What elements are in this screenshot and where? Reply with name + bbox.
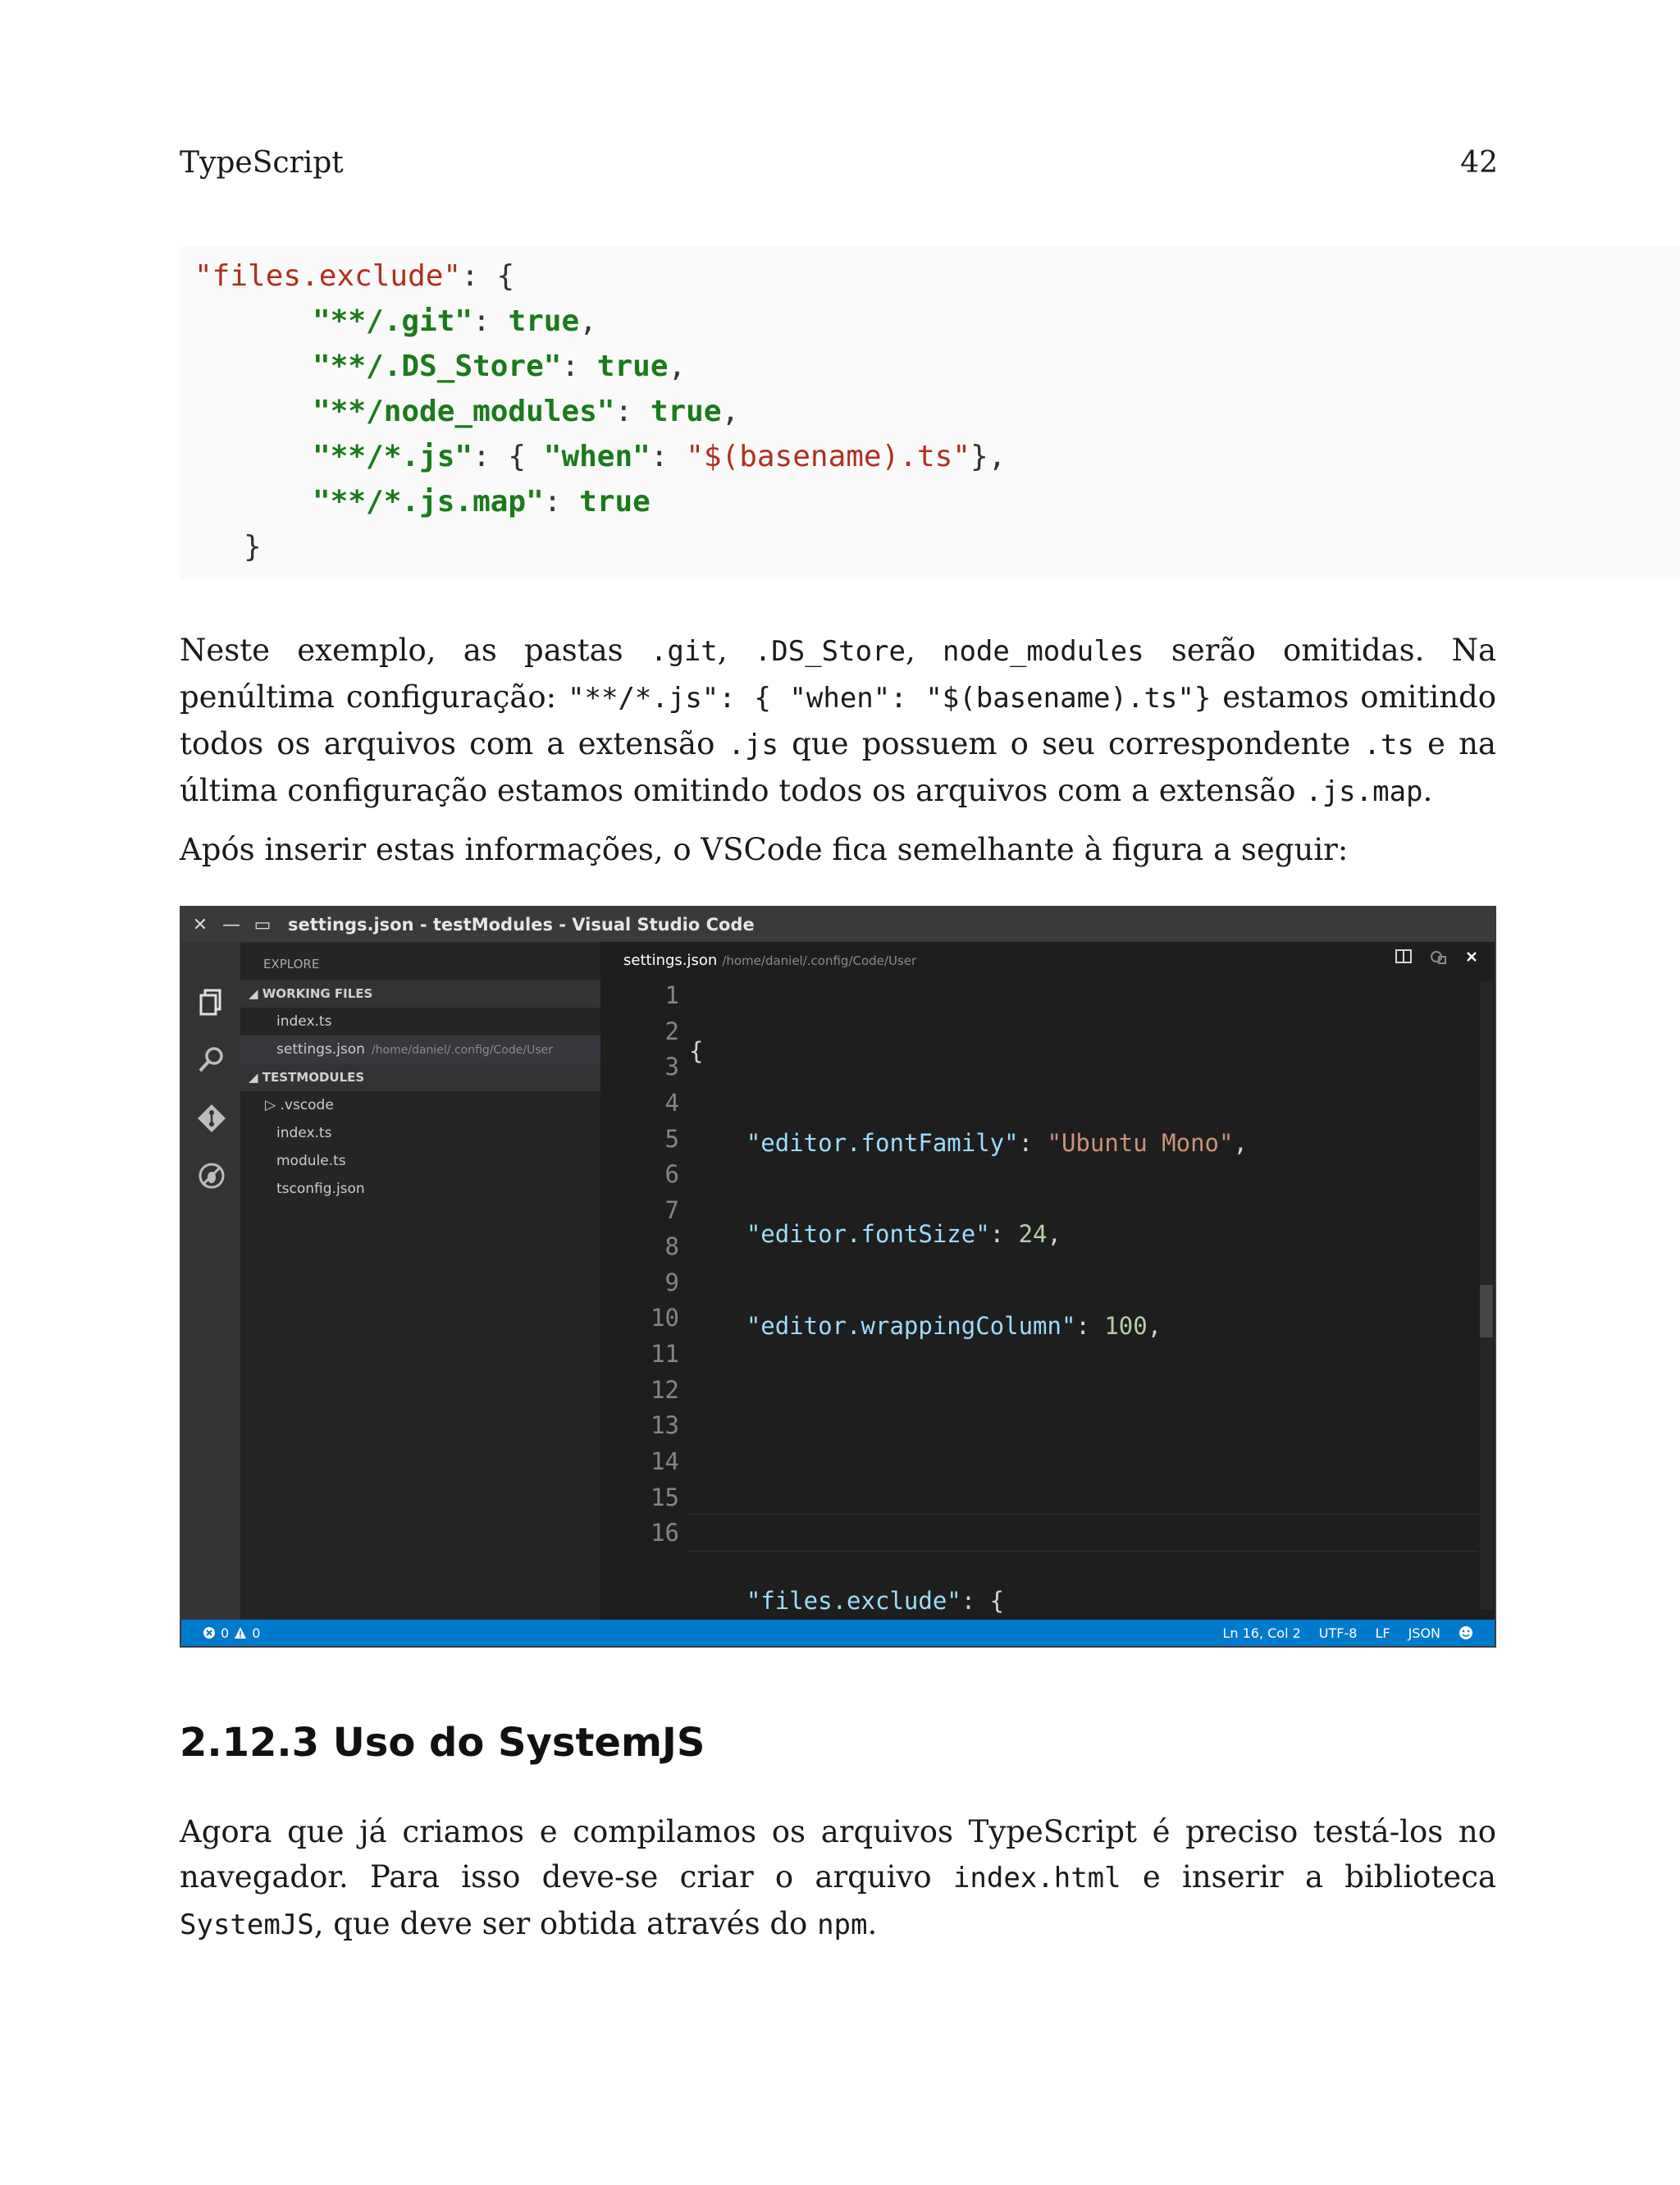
code-line-7: } bbox=[244, 530, 262, 564]
section-heading: 2.12.3 Uso do SystemJS bbox=[180, 1720, 705, 1766]
code-punc: , bbox=[721, 395, 740, 428]
file-index-ts[interactable]: index.ts bbox=[276, 1125, 332, 1141]
problems-indicator[interactable] bbox=[203, 1625, 260, 1641]
folder-vscode[interactable] bbox=[240, 1091, 600, 1119]
code-line-5 bbox=[313, 434, 1006, 479]
punc: : bbox=[1018, 1128, 1048, 1157]
json-key: "editor.fontSize" bbox=[746, 1220, 990, 1249]
file-label: settings.json bbox=[276, 1041, 365, 1058]
code-value: true bbox=[596, 350, 669, 383]
line-number: 3 bbox=[664, 1053, 679, 1081]
maximize-window-button[interactable]: ▭ bbox=[253, 914, 272, 935]
json-key: "files.exclude" bbox=[746, 1587, 961, 1616]
close-icon[interactable] bbox=[1463, 949, 1480, 965]
error-icon bbox=[203, 1626, 216, 1639]
line-number: 11 bbox=[651, 1339, 679, 1368]
working-files-section[interactable] bbox=[240, 980, 600, 1008]
editor-tab-bar bbox=[600, 942, 1495, 978]
code-line bbox=[689, 1217, 1470, 1253]
text: . bbox=[1422, 773, 1433, 808]
code-value: true bbox=[508, 304, 580, 338]
paragraph-3 bbox=[180, 1809, 1496, 1948]
inline-code: .ts bbox=[1363, 729, 1414, 761]
minimize-window-button[interactable]: — bbox=[222, 914, 240, 935]
code-key: "when" bbox=[543, 440, 651, 473]
status-bar bbox=[181, 1620, 1495, 1646]
code-key: "**/node_modules" bbox=[313, 395, 615, 428]
code-key: "**/.git" bbox=[313, 304, 473, 338]
chevron-down-icon: ◢ bbox=[249, 986, 262, 1001]
editor-area bbox=[600, 942, 1495, 1620]
activity-bar bbox=[181, 942, 240, 1620]
text: serão omitidas. Na penúltima configuração: bbox=[180, 633, 1496, 715]
files-icon[interactable] bbox=[196, 986, 227, 1017]
working-file-index-ts[interactable]: index.ts bbox=[276, 1013, 332, 1030]
code-punc: , bbox=[668, 350, 687, 383]
language-mode[interactable]: JSON bbox=[1408, 1625, 1440, 1641]
code-line bbox=[689, 1309, 1470, 1345]
inline-code: node_modules bbox=[942, 635, 1144, 668]
code-punc: }, bbox=[970, 440, 1007, 473]
line-number: 7 bbox=[664, 1196, 679, 1225]
page-number: 42 bbox=[1460, 146, 1498, 180]
code-value: true bbox=[650, 395, 722, 428]
text: e na última configuração estamos omitindo todos os arquivos com a extensão bbox=[180, 726, 1496, 808]
editor-actions bbox=[1395, 949, 1480, 965]
inline-code: .js bbox=[728, 729, 778, 761]
punc: , bbox=[1047, 1220, 1061, 1249]
code-editor[interactable] bbox=[689, 978, 1470, 1648]
code-key: "**/*.js" bbox=[313, 440, 473, 473]
text: Neste exemplo, as pastas bbox=[180, 633, 651, 668]
code-line bbox=[689, 1401, 1470, 1437]
code-key: "files.exclude" bbox=[194, 259, 462, 293]
inline-code: index.html bbox=[952, 1862, 1121, 1895]
error-count: 0 bbox=[221, 1625, 230, 1641]
line-number: 8 bbox=[664, 1232, 679, 1260]
code-punc: : bbox=[614, 395, 651, 428]
status-right bbox=[1222, 1625, 1473, 1641]
vscode-screenshot bbox=[180, 906, 1496, 1648]
close-window-button[interactable]: ✕ bbox=[192, 914, 208, 935]
text: , que deve ser obtida através do bbox=[313, 1906, 818, 1941]
line-number: 6 bbox=[664, 1160, 679, 1189]
text: estamos omitindo todos os arquivos com a extensão bbox=[180, 679, 1496, 761]
text: , bbox=[717, 633, 755, 668]
window-title: settings.json - testModules - Visual Studio Code bbox=[288, 915, 755, 935]
code-punc: : bbox=[543, 485, 580, 519]
punc: : bbox=[1075, 1312, 1105, 1341]
line-number: 9 bbox=[664, 1268, 679, 1296]
inline-code: .js.map bbox=[1305, 775, 1423, 808]
git-icon[interactable] bbox=[196, 1103, 227, 1134]
text: . bbox=[867, 1906, 878, 1941]
code-block bbox=[180, 246, 1680, 579]
line-number: 15 bbox=[651, 1483, 679, 1511]
punc: : bbox=[989, 1220, 1019, 1249]
line-number: 2 bbox=[664, 1017, 679, 1045]
code-punc: : { bbox=[472, 440, 544, 473]
punc: : { bbox=[961, 1587, 1005, 1616]
inline-code: npm bbox=[817, 1908, 868, 1941]
explorer-sidebar bbox=[240, 942, 600, 1620]
code-punc: : bbox=[472, 304, 509, 338]
editor-scrollbar[interactable] bbox=[1480, 981, 1493, 1610]
code-line bbox=[689, 1126, 1470, 1162]
code-line bbox=[689, 1034, 1470, 1070]
paragraph-1 bbox=[180, 628, 1496, 815]
project-section[interactable] bbox=[240, 1063, 600, 1091]
file-path: /home/daniel/.config/Code/User bbox=[371, 1044, 553, 1057]
json-string: "Ubuntu Mono" bbox=[1047, 1128, 1234, 1157]
text: e inserir a biblioteca bbox=[1121, 1859, 1496, 1895]
text: Agora que já criamos e compilamos os arquivos TypeScript é preciso testá-los no navegador. Para isso deve-se criar o arquivo bbox=[180, 1814, 1496, 1895]
line-number: 16 bbox=[651, 1519, 679, 1547]
explore-header: EXPLORE bbox=[263, 957, 320, 971]
inline-code: .git bbox=[650, 635, 718, 668]
code-line bbox=[689, 1492, 1470, 1528]
line-number: 5 bbox=[664, 1124, 679, 1153]
code-line-1 bbox=[194, 254, 514, 299]
code-line bbox=[689, 1584, 1470, 1620]
warning-icon bbox=[234, 1626, 247, 1639]
working-file-settings-json[interactable] bbox=[240, 1035, 600, 1063]
code-key: "**/*.js.map" bbox=[313, 485, 544, 519]
code-key: "**/.DS_Store" bbox=[313, 350, 562, 383]
text: que possuem o seu correspondente bbox=[778, 726, 1364, 761]
chevron-right-icon: ▷ bbox=[265, 1097, 281, 1113]
tab-path: /home/daniel/.config/Code/User bbox=[722, 953, 917, 968]
section-label: WORKING FILES bbox=[262, 986, 373, 1001]
brace: { bbox=[689, 1037, 704, 1065]
line-number: 12 bbox=[651, 1375, 679, 1404]
code-line-6 bbox=[313, 479, 651, 524]
inline-code: SystemJS bbox=[180, 1908, 314, 1941]
split-editor-icon[interactable] bbox=[1395, 949, 1413, 965]
line-number-gutter bbox=[633, 978, 679, 1552]
code-value: true bbox=[579, 485, 651, 519]
tab-label: settings.json bbox=[623, 952, 718, 969]
folder-label: .vscode bbox=[280, 1097, 334, 1113]
line-number: 10 bbox=[651, 1304, 679, 1332]
scrollbar-thumb[interactable] bbox=[1480, 1285, 1493, 1337]
section-label: TESTMODULES bbox=[262, 1070, 365, 1085]
open-changes-icon[interactable] bbox=[1429, 949, 1447, 965]
code-line-4 bbox=[313, 389, 739, 434]
book-title: TypeScript bbox=[180, 146, 344, 180]
json-number: 100 bbox=[1104, 1312, 1148, 1341]
json-number: 24 bbox=[1018, 1220, 1048, 1249]
code-punc: , bbox=[579, 304, 597, 338]
text: , bbox=[906, 633, 943, 668]
line-number: 4 bbox=[664, 1089, 679, 1118]
code-line-3 bbox=[313, 344, 686, 389]
json-key: "editor.wrappingColumn" bbox=[746, 1312, 1076, 1341]
eol-indicator[interactable]: LF bbox=[1375, 1625, 1390, 1641]
code-punc: : bbox=[561, 350, 597, 383]
tab-settings-json[interactable] bbox=[623, 952, 916, 969]
punc: , bbox=[1233, 1128, 1248, 1157]
line-number: 13 bbox=[651, 1411, 679, 1440]
debug-icon[interactable] bbox=[196, 1160, 227, 1191]
code-line-2 bbox=[313, 299, 597, 344]
code-punc: : bbox=[650, 440, 687, 473]
title-bar bbox=[181, 907, 1495, 942]
smiley-icon[interactable] bbox=[1459, 1625, 1473, 1640]
cursor-position[interactable]: Ln 16, Col 2 bbox=[1222, 1625, 1301, 1641]
code-punc: : { bbox=[461, 259, 515, 293]
chevron-down-icon: ◢ bbox=[249, 1070, 262, 1085]
paragraph-2: Após inserir estas informações, o VSCode fica semelhante à figura a seguir: bbox=[180, 832, 1349, 867]
punc: , bbox=[1147, 1312, 1162, 1341]
inline-code: .DS_Store bbox=[754, 635, 906, 668]
file-tsconfig-json[interactable]: tsconfig.json bbox=[276, 1181, 365, 1197]
file-module-ts[interactable]: module.ts bbox=[276, 1153, 346, 1169]
page-header bbox=[180, 146, 1498, 180]
code-string: "$(basename).ts" bbox=[686, 440, 970, 473]
encoding-indicator[interactable]: UTF-8 bbox=[1318, 1625, 1358, 1641]
line-number: 1 bbox=[664, 981, 679, 1009]
warning-count: 0 bbox=[252, 1625, 261, 1641]
json-key: "editor.fontFamily" bbox=[746, 1128, 1019, 1157]
line-number: 14 bbox=[651, 1447, 679, 1475]
inline-code: "**/*.js": { "when": "$(basename).ts"} bbox=[568, 682, 1212, 715]
search-icon[interactable] bbox=[196, 1044, 227, 1075]
